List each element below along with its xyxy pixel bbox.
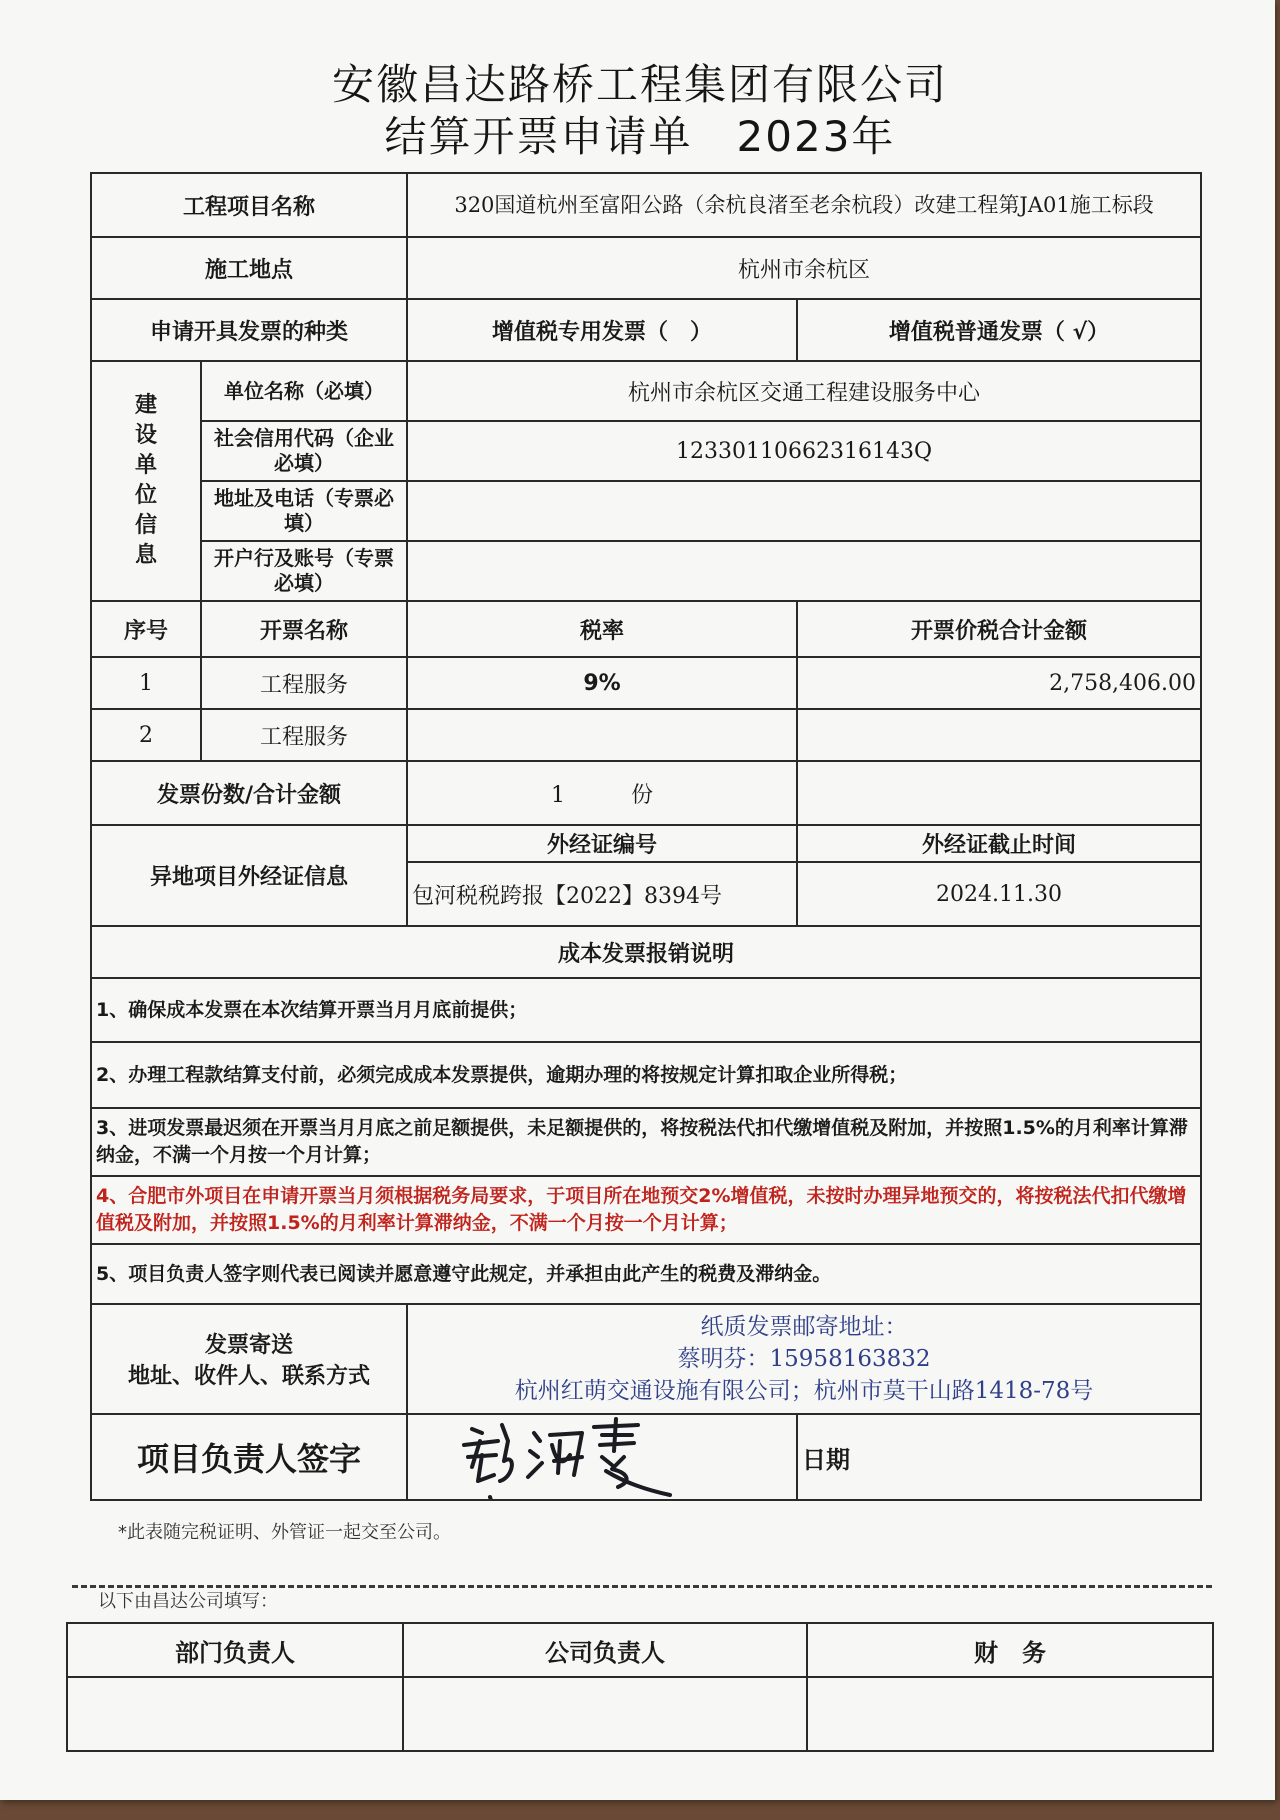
mailing-line-1: 纸质发票邮寄地址： <box>700 1314 908 1340</box>
invoice-count: 1 份 <box>407 761 797 825</box>
row-amount: 2,758,406.00 <box>797 657 1201 709</box>
signature-label: 项目负责人签字 <box>91 1414 407 1500</box>
address-phone-value <box>407 481 1201 541</box>
footnote: *此表随完税证明、外管证一起交至公司。 <box>118 1522 451 1543</box>
company-approval-table <box>66 1622 1214 1752</box>
credit-code-value: 12330110662316143Q <box>407 421 1201 481</box>
company-section-caption: 以下由昌达公司填写： <box>98 1591 278 1612</box>
handwritten-signature <box>442 1414 702 1500</box>
project-name-value: 320国道杭州至富阳公路（余杭良渚至老余杭段）改建工程第JA01施工标段 <box>407 173 1201 237</box>
table-row <box>91 657 1201 709</box>
summary-total <box>797 761 1201 825</box>
site-value: 杭州市余杭区 <box>407 237 1201 299</box>
note-1: 1、确保成本发票在本次结算开票当月月底前提供； <box>91 978 1201 1042</box>
permit-label: 异地项目外经证信息 <box>91 825 407 926</box>
company-head-header: 公司负责人 <box>403 1623 807 1677</box>
credit-code-label: 社会信用代码（企业必填） <box>201 421 407 481</box>
notes-title: 成本发票报销说明 <box>91 926 1201 978</box>
signature-cell <box>407 1414 797 1500</box>
permit-number-value: 包河税税跨报【2022】8394号 <box>407 862 797 926</box>
finance-header: 财 务 <box>807 1623 1213 1677</box>
mailing-address <box>407 1304 1201 1414</box>
finance-signature-cell <box>807 1677 1213 1751</box>
summary-label: 发票份数/合计金额 <box>91 761 407 825</box>
row-name: 工程服务 <box>201 657 407 709</box>
bank-account-value <box>407 541 1201 601</box>
row-rate <box>407 709 797 761</box>
vat-special-option: 增值税专用发票（ ） <box>407 299 797 361</box>
mailing-label-line2: 地址、收件人、联系方式 <box>128 1364 371 1389</box>
note-4: 4、合肥市外项目在申请开票当月须根据税务局要求，于项目所在地预交2%增值税，未按时办理异地预交的，将按税法代扣代缴增值税及附加，并按照1.5%的月利率计算滞纳金，不满一个月按一个月计算； <box>91 1176 1201 1244</box>
table-row <box>91 709 1201 761</box>
row-no: 2 <box>91 709 201 761</box>
note-5: 5、项目负责人签字则代表已阅读并愿意遵守此规定，并承担由此产生的税费及滞纳金。 <box>91 1244 1201 1304</box>
row-name: 工程服务 <box>201 709 407 761</box>
row-amount <box>797 709 1201 761</box>
mailing-line-2: 蔡明芬：15958163832 <box>677 1346 931 1372</box>
permit-date-header: 外经证截止时间 <box>797 825 1201 862</box>
col-header-rate: 税率 <box>407 601 797 657</box>
permit-date-value: 2024.11.30 <box>797 862 1201 926</box>
col-header-no: 序号 <box>91 601 201 657</box>
row-no: 1 <box>91 657 201 709</box>
row-rate: 9% <box>407 657 797 709</box>
note-2: 2、办理工程款结算支付前，必须完成成本发票提供，逾期办理的将按规定计算扣取企业所得税； <box>91 1042 1201 1108</box>
project-name-label: 工程项目名称 <box>91 173 407 237</box>
signature-date-label: 日期 <box>797 1414 1201 1500</box>
builder-info-group-label: 建设单位信息 <box>91 361 201 601</box>
invoice-type-label: 申请开具发票的种类 <box>91 299 407 361</box>
application-form-table <box>90 172 1202 1501</box>
dept-head-signature-cell <box>67 1677 403 1751</box>
vat-normal-option: 增值税普通发票（ √） <box>797 299 1201 361</box>
company-head-signature-cell <box>403 1677 807 1751</box>
company-title: 安徽昌达路桥工程集团有限公司 <box>331 60 948 109</box>
address-phone-label: 地址及电话（专票必填） <box>201 481 407 541</box>
unit-name-label: 单位名称（必填） <box>201 361 407 421</box>
note-3: 3、进项发票最迟须在开票当月月底之前足额提供，未足额提供的，将按税法代扣代缴增值税及附加，并按照1.5%的月利率计算滞纳金，不满一个月按一个月计算； <box>91 1108 1201 1176</box>
bank-account-label: 开户行及账号（专票必填） <box>201 541 407 601</box>
permit-number-header: 外经证编号 <box>407 825 797 862</box>
dept-head-header: 部门负责人 <box>67 1623 403 1677</box>
unit-name-value: 杭州市余杭区交通工程建设服务中心 <box>407 361 1201 421</box>
site-label: 施工地点 <box>91 237 407 299</box>
mailing-line-3: 杭州红萌交通设施有限公司；杭州市莫干山路1418-78号 <box>514 1378 1094 1404</box>
mailing-label-line1: 发票寄送 <box>205 1333 294 1358</box>
col-header-name: 开票名称 <box>201 601 407 657</box>
form-title: 结算开票申请单 2023年 <box>384 112 896 161</box>
col-header-amount: 开票价税合计金额 <box>797 601 1201 657</box>
mailing-label <box>91 1304 407 1414</box>
